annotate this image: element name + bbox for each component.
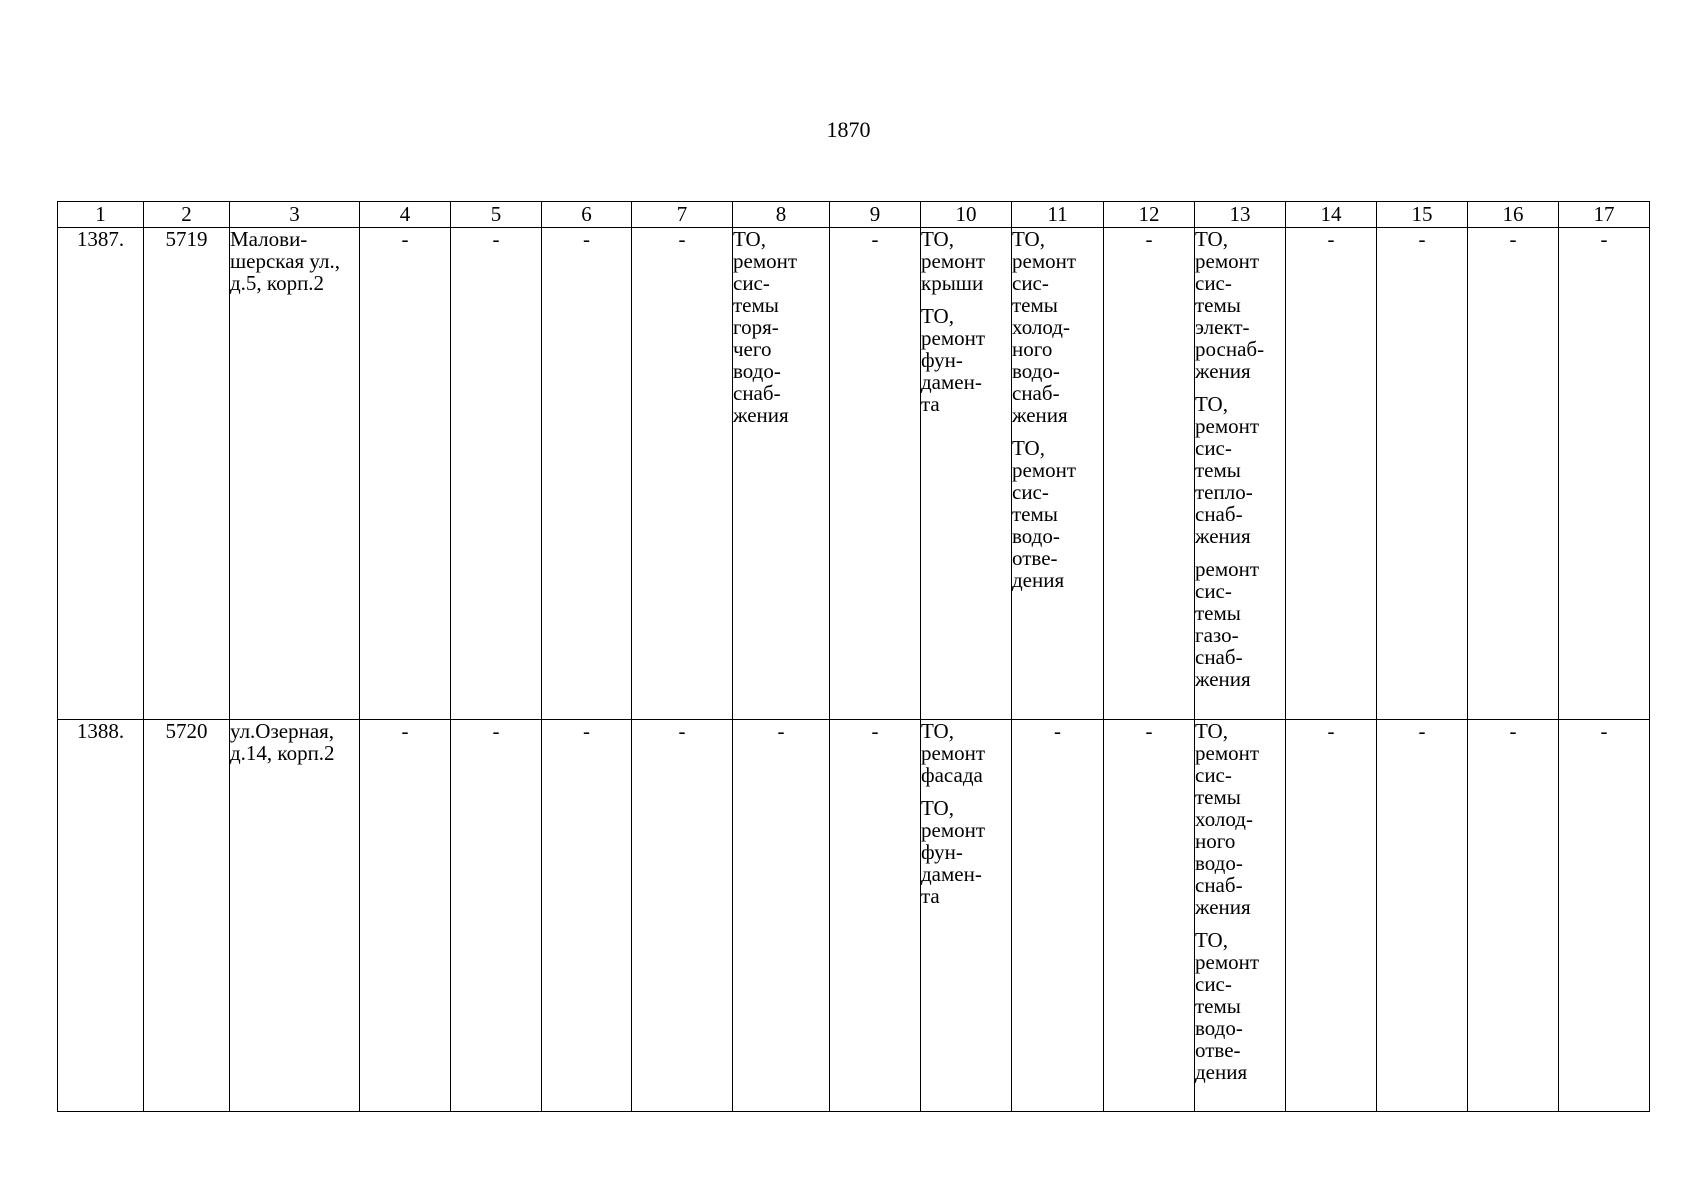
cell-col-17: - xyxy=(1559,720,1650,1112)
cell-col-10 xyxy=(921,720,1012,1112)
cell-col-16: - xyxy=(1468,228,1559,720)
column-number: 6 xyxy=(542,202,632,228)
cell-col-10 xyxy=(921,228,1012,720)
column-number: 16 xyxy=(1468,202,1559,228)
work-item: ТО, ремонт сис- темы холод- ного водо- снаб- жения xyxy=(1195,719,1260,919)
cell-col-6: - xyxy=(542,720,632,1112)
cell-col-6: - xyxy=(542,228,632,720)
cell-col-4: - xyxy=(360,720,451,1112)
work-item: ТО, ремонт сис- темы горя- чего водо- снаб- жения xyxy=(733,227,798,427)
cell-col-4: - xyxy=(360,228,451,720)
cell-col-5: - xyxy=(451,228,542,720)
row-code: 5720 xyxy=(144,720,230,1112)
cell-col-15: - xyxy=(1377,720,1468,1112)
cell-col-12: - xyxy=(1104,720,1195,1112)
column-number: 8 xyxy=(733,202,830,228)
cell-col-7: - xyxy=(632,228,733,720)
cell-col-8 xyxy=(733,228,830,720)
row-number: 1387. xyxy=(58,228,144,720)
address-text: Малови- шерская ул., д.5, корп.2 xyxy=(230,227,340,295)
work-item: ТО, ремонт фун- дамен- та xyxy=(921,304,986,416)
table-row xyxy=(58,720,1650,1112)
work-item: ТО, ремонт сис- темы тепло- снаб- жения xyxy=(1195,392,1260,548)
work-item: ТО, ремонт фун- дамен- та xyxy=(921,796,986,908)
column-number: 15 xyxy=(1377,202,1468,228)
row-number: 1388. xyxy=(58,720,144,1112)
cell-col-14: - xyxy=(1286,228,1377,720)
column-number: 7 xyxy=(632,202,733,228)
column-number: 2 xyxy=(144,202,230,228)
address-text: ул.Озерная, д.14, корп.2 xyxy=(230,719,335,765)
column-number: 12 xyxy=(1104,202,1195,228)
work-item: ТО, ремонт сис- темы водо- отве- дения xyxy=(1195,928,1260,1084)
cell-col-14: - xyxy=(1286,720,1377,1112)
row-code: 5719 xyxy=(144,228,230,720)
cell-col-17: - xyxy=(1559,228,1650,720)
column-number: 10 xyxy=(921,202,1012,228)
page-number: 1870 xyxy=(826,117,871,142)
cell-col-9: - xyxy=(830,720,921,1112)
work-item: ТО, ремонт сис- темы холод- ного водо- снаб- жения xyxy=(1012,227,1077,427)
work-item: ТО, ремонт крыши xyxy=(921,227,986,295)
row-address xyxy=(230,228,360,720)
column-number: 4 xyxy=(360,202,451,228)
works-table xyxy=(57,201,1650,1112)
cell-col-5: - xyxy=(451,720,542,1112)
column-number-row xyxy=(58,202,1650,228)
column-number: 1 xyxy=(58,202,144,228)
column-number: 13 xyxy=(1195,202,1286,228)
column-number: 17 xyxy=(1559,202,1650,228)
cell-col-12: - xyxy=(1104,228,1195,720)
work-item: ремонт сис- темы газо- снаб- жения xyxy=(1195,557,1260,691)
cell-col-15: - xyxy=(1377,228,1468,720)
cell-col-13 xyxy=(1195,228,1286,720)
work-item: ТО, ремонт сис- темы элект- роснаб- жения xyxy=(1195,227,1265,383)
work-item: ТО, ремонт сис- темы водо- отве- дения xyxy=(1012,436,1077,592)
cell-col-16: - xyxy=(1468,720,1559,1112)
column-number: 14 xyxy=(1286,202,1377,228)
cell-col-9: - xyxy=(830,228,921,720)
column-number: 9 xyxy=(830,202,921,228)
column-number: 11 xyxy=(1012,202,1104,228)
cell-col-11 xyxy=(1012,228,1104,720)
work-item: ТО, ремонт фасада xyxy=(921,719,986,787)
table-row xyxy=(58,228,1650,720)
column-number: 5 xyxy=(451,202,542,228)
cell-col-8: - xyxy=(733,720,830,1112)
cell-col-7: - xyxy=(632,720,733,1112)
cell-col-13 xyxy=(1195,720,1286,1112)
column-number: 3 xyxy=(230,202,360,228)
row-address xyxy=(230,720,360,1112)
cell-col-11: - xyxy=(1012,720,1104,1112)
